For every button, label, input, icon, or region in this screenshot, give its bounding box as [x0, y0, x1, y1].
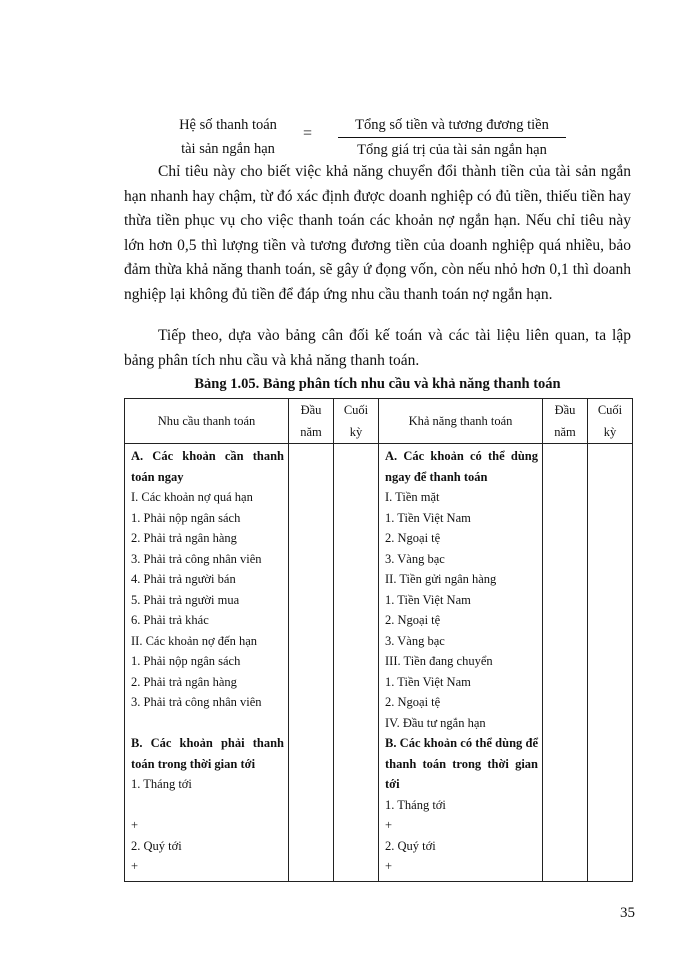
needs-list-item: II. Các khoản nợ đến hạn: [131, 633, 258, 648]
header-capacity-start-of-year: [543, 399, 588, 444]
paragraph-text: Chỉ tiêu này cho biết việc khả năng chuyển đổi thành tiền của tài sản ngắn hạn nhanh hay chậm, từ đó xác định được doanh nghiệp có đủ tiền, thiếu tiền hay thừa tiền phục vụ cho việc thanh toán các khoản nợ ngắn hạn. Nếu chỉ tiêu này lớn hơn 0,5 thì lượng tiền và tương đương tiền của doanh nghiệp quá nhiều, bảo đảm thừa khả năng thanh toán, sẽ gây ứ đọng vốn, còn nếu nhỏ hơn 0,1 thì doanh nghiệp lại không đủ tiền để đáp ứng nhu cầu thanh toán nợ ngắn hạn.: [124, 163, 631, 303]
capacity-list-item: 1. Tháng tới: [385, 797, 446, 812]
needs-list-item: 1. Phải nộp ngân sách: [131, 654, 241, 668]
needs-list-item: +: [131, 859, 139, 873]
needs-list-item: B. Các khoản phải thanh toán trong thời gian tới: [131, 736, 284, 771]
capacity-list-item: +: [385, 859, 393, 873]
needs-list-item: 1. Phải nộp ngân sách: [131, 510, 241, 525]
capacity-list-item: I. Tiền mặt: [385, 490, 440, 504]
paragraph-text: Tiếp theo, dựa vào bảng cân đối kế toán và các tài liệu liên quan, ta lập bảng phân tích nhu cầu và khả năng thanh toán.: [124, 327, 631, 369]
header-needs-end-of-period: [334, 399, 379, 444]
formula-denominator: Tổng giá trị của tài sản ngắn hạn: [357, 142, 547, 158]
formula-lhs: [150, 113, 306, 161]
capacity-list-item: IV. Đầu tư ngắn hạn: [385, 715, 486, 730]
header-payment-needs: Nhu cầu thanh toán: [125, 399, 289, 444]
needs-list-item: 1. Tháng tới: [131, 777, 192, 791]
header-line: kỳ: [349, 425, 363, 439]
capacity-list-item: A. Các khoản có thể dùng ngay để thanh toán: [385, 449, 538, 484]
needs-list-item: 2. Quý tới: [131, 838, 182, 853]
capacity-list-item: 2. Ngoại tệ: [385, 695, 441, 709]
capacity-list-item: +: [385, 818, 393, 832]
needs-list-item: 3. Phải trả công nhân viên: [131, 551, 262, 566]
formula-lhs-line1: Hệ số thanh toán: [179, 117, 277, 133]
table-header-row: [125, 399, 633, 444]
capacity-list-item: 1. Tiền Việt Nam: [385, 592, 471, 607]
payment-capacity-column: [379, 444, 543, 882]
needs-list-item: +: [131, 818, 139, 832]
payment-analysis-table: [124, 398, 633, 882]
capacity-end-of-period-values: [588, 444, 633, 882]
paragraph-table-intro: [124, 324, 631, 373]
needs-list-item: I. Các khoản nợ quá hạn: [131, 490, 253, 504]
capacity-list-item: 1. Tiền Việt Nam: [385, 674, 471, 689]
header-line: kỳ: [603, 425, 617, 439]
needs-list-item: A. Các khoản cần thanh toán ngay: [131, 449, 284, 484]
capacity-list-item: III. Tiền đang chuyển: [385, 654, 493, 668]
paragraph-ratio-explanation: [124, 160, 631, 308]
formula-fraction: [332, 113, 572, 162]
header-line: năm: [554, 425, 576, 439]
capacity-list-item: 2. Quý tới: [385, 838, 436, 853]
needs-start-of-year-values: [289, 444, 334, 882]
table-caption: Bảng 1.05. Bảng phân tích nhu cầu và khả năng thanh toán: [194, 376, 561, 392]
capacity-list-item: 2. Ngoại tệ: [385, 613, 441, 627]
capacity-list-item: 3. Vàng bạc: [385, 551, 445, 566]
capacity-list-item: 1. Tiền Việt Nam: [385, 510, 471, 525]
page-number: 35: [620, 905, 635, 921]
header-line: Đầu: [300, 403, 322, 417]
header-needs-start-of-year: [289, 399, 334, 444]
header-capacity-end-of-period: [588, 399, 633, 444]
needs-end-of-period-values: [334, 444, 379, 882]
needs-list-item: 3. Phải trả công nhân viên: [131, 695, 262, 709]
header-line: Cuối: [597, 403, 623, 417]
capacity-list-item: B. Các khoản có thể dùng để thanh toán trong thời gian tới: [385, 736, 538, 791]
formula-numerator: Tổng số tiền và tương đương tiền: [355, 117, 549, 133]
needs-list-item: 6. Phải trả khác: [131, 613, 209, 627]
header-line: Đầu: [554, 403, 576, 417]
header-line: năm: [300, 425, 322, 439]
needs-list-item: 2. Phải trả ngân hàng: [131, 531, 237, 545]
table-body-row: [125, 444, 633, 882]
needs-list-item: [131, 713, 284, 734]
capacity-list-item: 3. Vàng bạc: [385, 633, 445, 648]
needs-list-item: 2. Phải trả ngân hàng: [131, 674, 237, 689]
needs-list-item: 4. Phải trả người bán: [131, 572, 236, 586]
formula-equals-sign: =: [303, 125, 313, 142]
capacity-list-item: II. Tiền gửi ngân hàng: [385, 572, 497, 586]
formula-lhs-line2: tài sản ngắn hạn: [181, 141, 275, 157]
header-payment-capacity: Khả năng thanh toán: [379, 399, 543, 444]
liquidity-ratio-formula: [150, 113, 590, 163]
payment-needs-column: [125, 444, 289, 882]
needs-list-item: 5. Phải trả người mua: [131, 592, 240, 607]
header-line: Cuối: [343, 403, 369, 417]
capacity-list-item: 2. Ngoại tệ: [385, 531, 441, 545]
capacity-start-of-year-values: [543, 444, 588, 882]
needs-list-item: [131, 795, 284, 816]
